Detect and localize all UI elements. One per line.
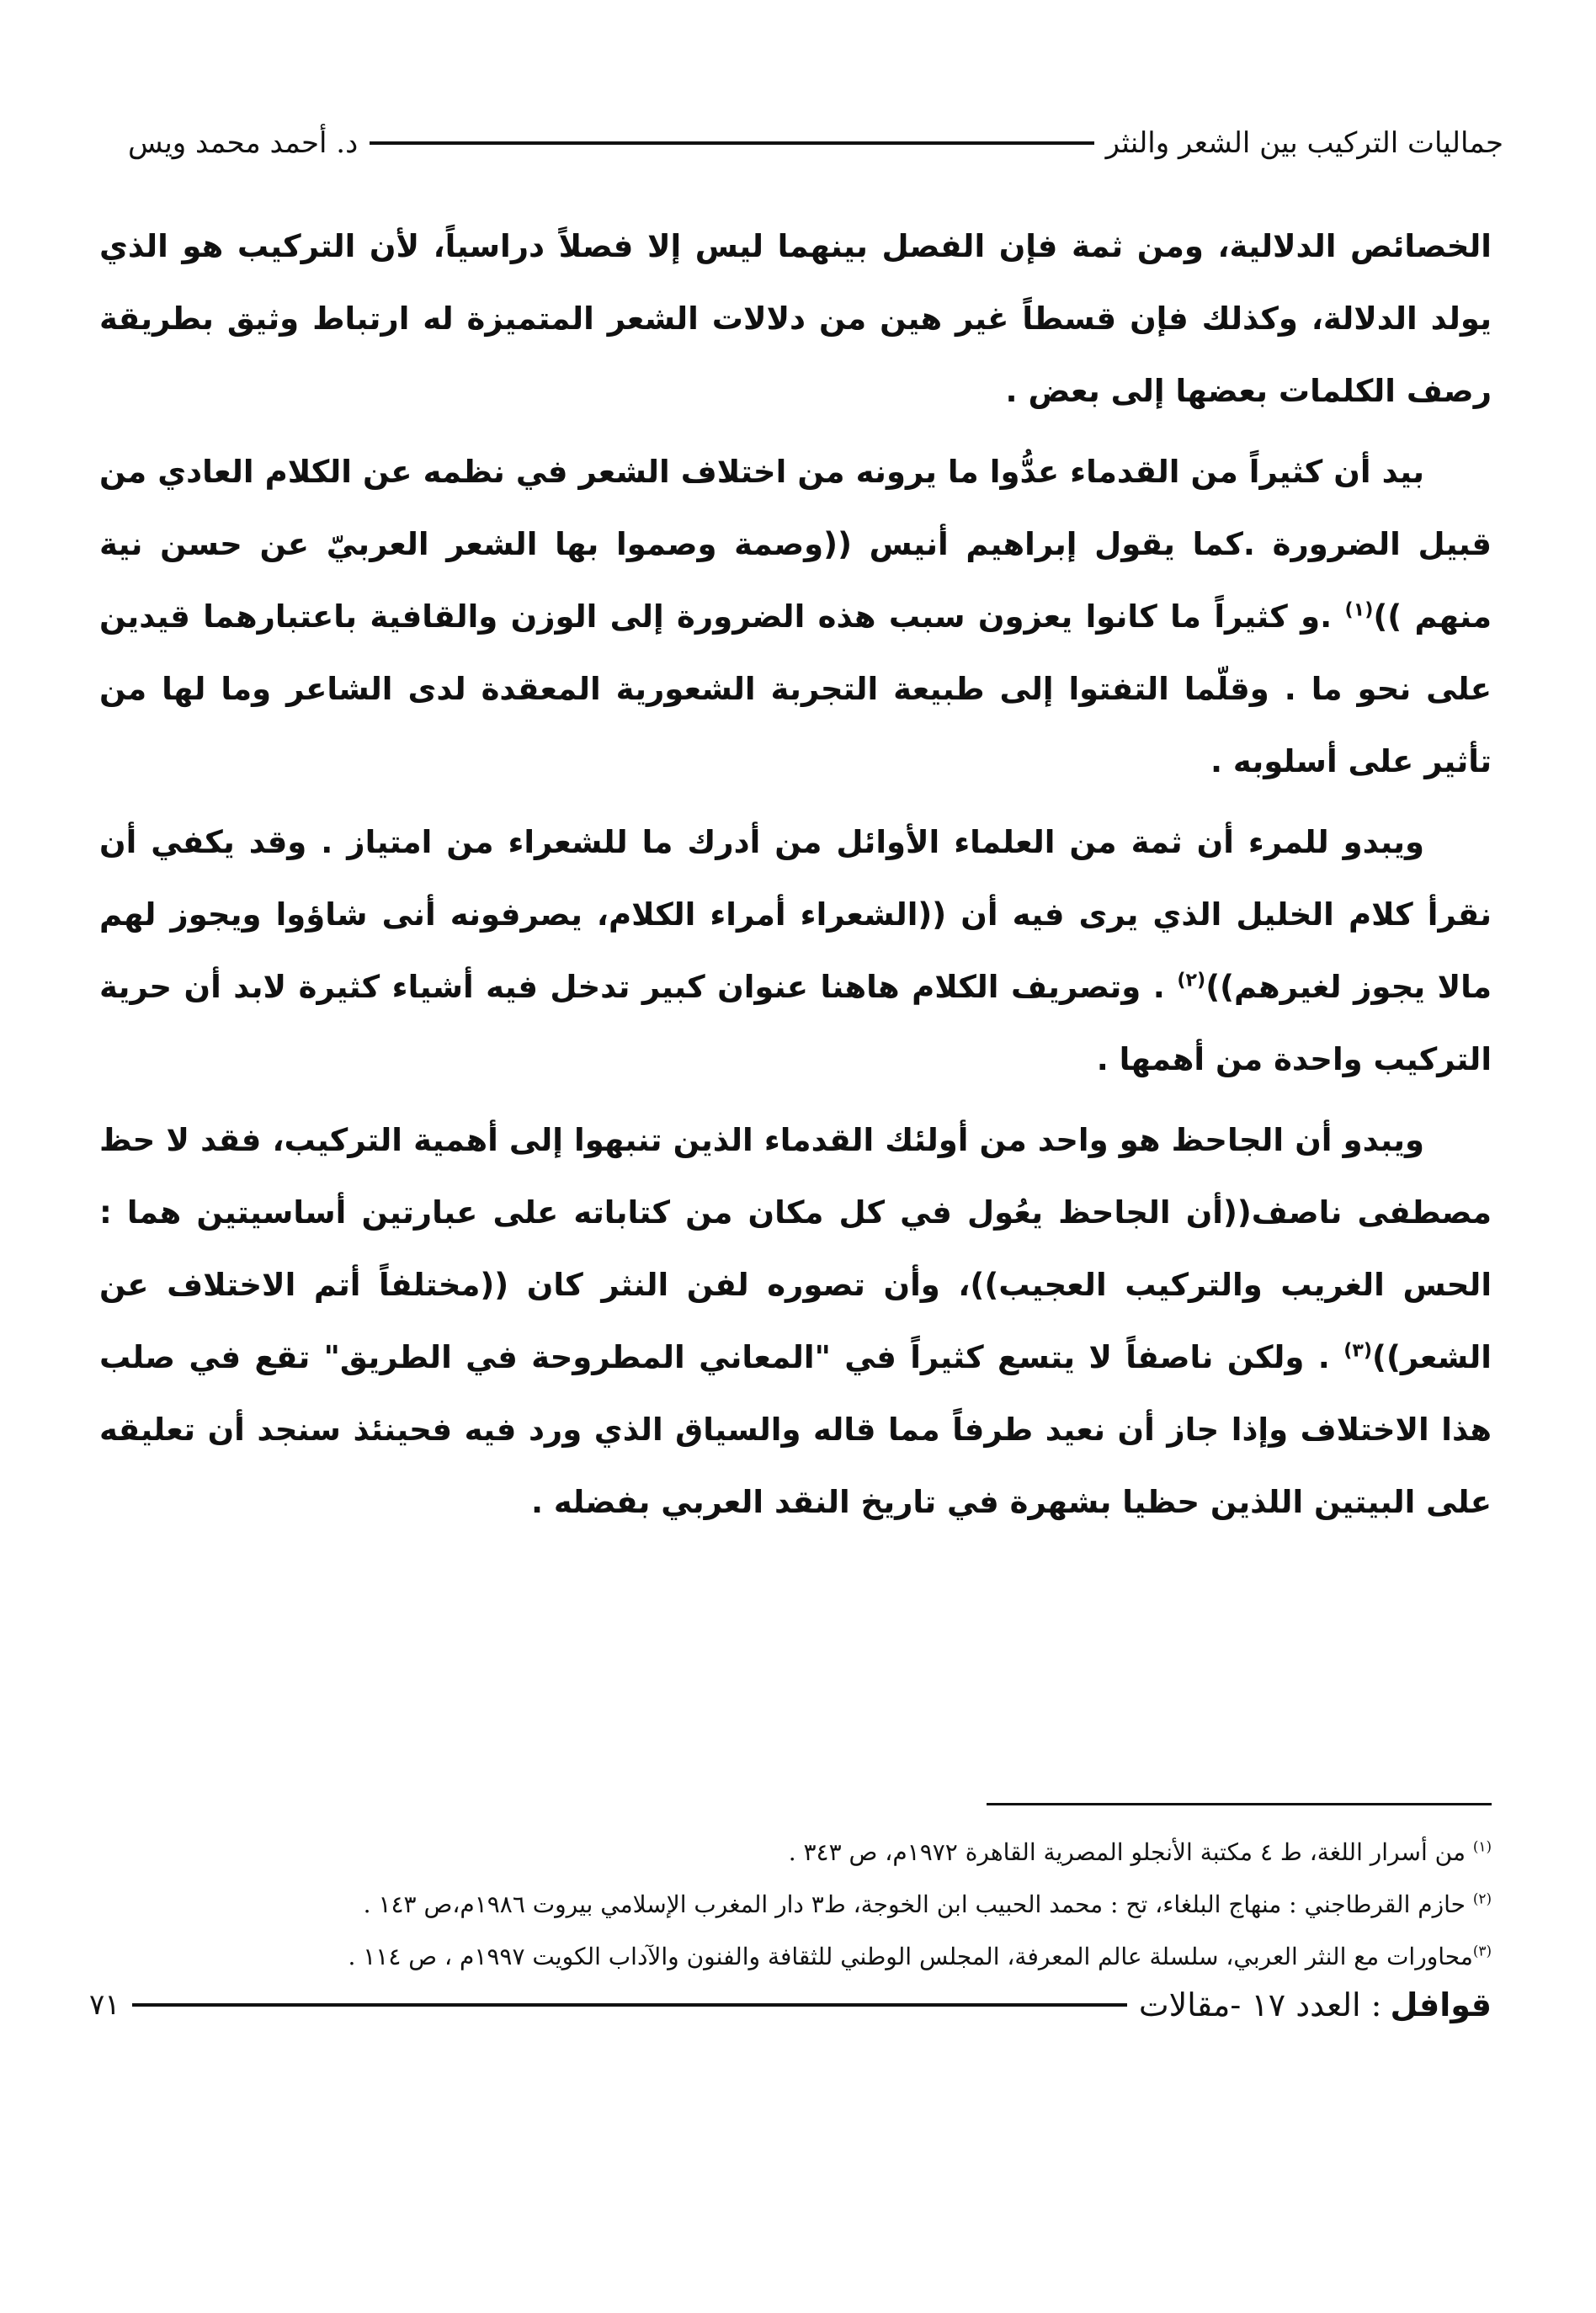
footnote-3-number: (٣) (1472, 1942, 1492, 1959)
footnote-1-number: (١) (1472, 1837, 1492, 1855)
paragraph-3-text-after: . وتصريف الكلام هاهنا عنوان كبير تدخل فيه أشياء كثيرة لابد أن حرية التركيب واحدة من أهمها . (99, 969, 1492, 1077)
footnote-ref-3: (٣) (1343, 1339, 1373, 1362)
paragraph-2 (99, 436, 1492, 798)
footnote-2-number: (٢) (1472, 1890, 1492, 1907)
running-footer (89, 1980, 1492, 2030)
running-header (128, 118, 1503, 168)
footnote-3-text: محاورات مع النثر العربي، سلسلة عالم المعرفة، المجلس الوطني للثقافة والفنون والآداب الكويت ١٩٩٧م ، ص ١١٤ . (348, 1943, 1473, 1970)
footer-journal-name: قوافل (1390, 1986, 1492, 2023)
paragraph-3-text-before: ويبدو للمرء أن ثمة من العلماء الأوائل من أدرك ما للشعراء من امتياز . وقد يكفي أن نقرأ كلام الخليل الذي يرى فيه أن ((الشعراء أمراء الكلام، يصرفونه أنى شاؤوا ويجوز لهم مالا يجوز لغيرهم)) (99, 824, 1492, 1005)
paragraph-2-text-before: بيد أن كثيراً من القدماء عدُّوا ما يرونه من اختلاف الشعر في نظمه عن الكلام العادي من قبيل الضرورة .كما يقول إبراهيم أنيس ((وصمة وصموا بها الشعر العربيّ عن حسن نية منهم )) (99, 454, 1492, 635)
header-title: جماليات التركيب بين الشعر والنثر (1105, 126, 1503, 160)
footnote-2-text: حازم القرطاجني : منهاج البلغاء، تح : محمد الحبيب ابن الخوجة، ط٣ دار المغرب الإسلامي بيروت ١٩٨٦م،ص ١٤٣ . (363, 1890, 1473, 1918)
body-text (99, 210, 1492, 1539)
footer-issue: : العدد ١٧ -مقالات (1138, 1986, 1382, 2023)
footnote-2 (99, 1879, 1492, 1931)
footnote-1-text: من أسرار اللغة، ط ٤ مكتبة الأنجلو المصرية القاهرة ١٩٧٢م، ص ٣٤٣ . (788, 1838, 1473, 1866)
footnote-3 (99, 1931, 1492, 1983)
footnote-ref-2: (٢) (1177, 969, 1206, 992)
page-number: ٧١ (89, 1988, 120, 2022)
paragraph-4-text-after: . ولكن ناصفاً لا يتسع كثيراً في "المعاني المطروحة في الطريق" تقع في صلب هذا الاختلاف وإذا جاز أن نعيد طرفاً مما قاله والسياق الذي ورد فيه فحينئذ سنجد أن تعليقه على البيتين اللذين حظيا بشهرة في تاريخ النقد العربي بفضله . (99, 1339, 1492, 1520)
header-author: د. أحمد محمد ويس (128, 126, 359, 160)
paragraph-4-text-before: ويبدو أن الجاحظ هو واحد من أولئك القدماء الذين تنبهوا إلى أهمية التركيب، فقد لا حظ مصطفى ناصف((أن الجاحظ يعُول في كل مكان من كتاباته على عبارتين أساسيتين هما : الحس الغريب والتركيب العجيب))، وأن تصوره لفن النثر كان ((مختلفاً أتم الاختلاف عن الشعر)) (99, 1122, 1492, 1375)
footnotes (99, 1826, 1492, 1983)
footnote-separator (987, 1803, 1492, 1805)
header-rule (370, 141, 1093, 145)
paragraph-1 (99, 210, 1492, 428)
footnote-1 (99, 1826, 1492, 1879)
paragraph-3 (99, 806, 1492, 1096)
paragraph-1-text: الخصائص الدلالية، ومن ثمة فإن الفصل بينهما ليس إلا فصلاً دراسياً، لأن التركيب هو الذي يولد الدلالة، وكذلك فإن قسطاً غير هين من دلالات الشعر المتميزة له ارتباط وثيق بطريقة رصف الكلمات بعضها إلى بعض . (99, 228, 1492, 409)
paragraph-2-text-after: .و كثيراً ما كانوا يعزون سبب هذه الضرورة إلى الوزن والقافية باعتبارهما قيدين على نحو ما . وقلّما التفتوا إلى طبيعة التجربة الشعورية المعقدة لدى الشاعر وما لها من تأثير على أسلوبه . (99, 598, 1492, 779)
footnote-ref-1: (١) (1344, 598, 1374, 621)
paragraph-4 (99, 1104, 1492, 1539)
footer-rule (132, 2003, 1127, 2007)
